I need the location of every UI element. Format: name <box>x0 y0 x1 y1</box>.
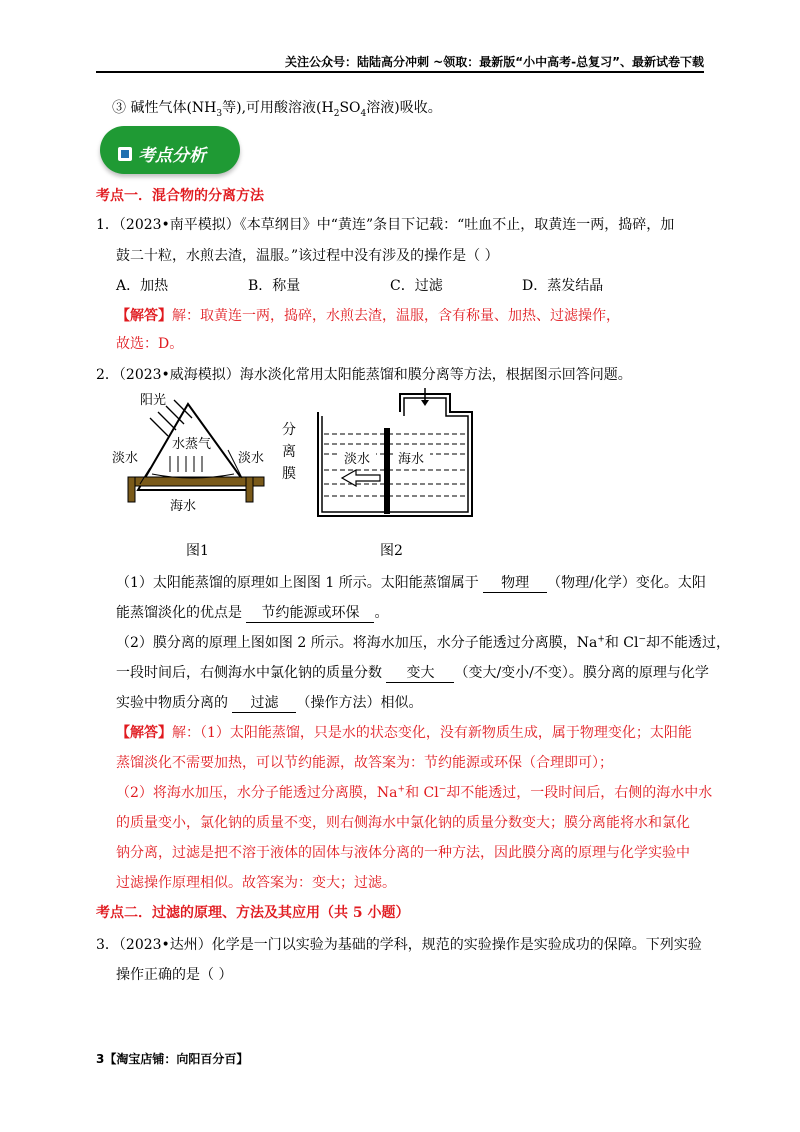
figure-2-caption: 图2 <box>380 543 403 559</box>
separation-membrane <box>384 428 390 514</box>
q3-line1: 3．（2023•达州）化学是一门以实验为基础的学科，规范的实验操作是实验成功的保障。下列实验 <box>96 937 702 953</box>
label-membrane-1: 分 <box>282 422 296 438</box>
section-title-1: 考点一．混合物的分离方法 <box>96 188 264 204</box>
label-sea-water-2: 海水 <box>398 452 425 467</box>
q2-answer-line5: 钠分离，过滤是把不溶于液体的固体与液体分离的一种方法，因此膜分离的原理与化学实验中 <box>116 845 690 861</box>
tray-leg-right <box>246 477 253 502</box>
section-badge <box>100 126 240 174</box>
figure-1-caption: 图1 <box>186 543 209 559</box>
q2-answer-line2: 蒸馏淡化不需要加热，可以节约能源，故答案为：节约能源或环保（合理即可）； <box>116 755 613 771</box>
label-sunlight: 阳光 <box>140 393 167 408</box>
tray-leg-left <box>128 477 135 502</box>
q1-line2: 鼓二十粒，水煎去渣，温服。”该过程中没有涉及的操作是（ ） <box>116 248 499 264</box>
q2-part1-line1: （1）太阳能蒸馏的原理如上图图 1 所示。太阳能蒸馏属于 物理 （物理/化学）变化。太阳 <box>116 572 706 593</box>
label-membrane-3: 膜 <box>282 466 296 482</box>
q3-line2: 操作正确的是（ ） <box>116 967 233 983</box>
page-footer: 3【淘宝店铺：向阳百分百】 <box>96 1052 249 1066</box>
blank-answer-1: 物理 <box>483 572 547 593</box>
q1-answer-line2: 故选：D。 <box>116 336 184 352</box>
label-fresh-right: 淡水 <box>238 451 265 466</box>
q2-line1: 2．（2023•威海模拟）海水淡化常用太阳能蒸馏和膜分离等方法，根据图示回答问题。 <box>96 367 632 383</box>
q2-answer-line6: 过滤操作原理相似。故答案为：变大；过滤。 <box>116 875 396 891</box>
badge-label: 考点分析 <box>138 146 206 166</box>
q1-answer-line1: 【解答】解：取黄连一两，捣碎，水煎去渣，温服，含有称量、加热、过滤操作， <box>116 308 620 324</box>
q1-option-c: C．过滤 <box>390 278 443 294</box>
section-title-2: 考点二．过滤的原理、方法及其应用（共 5 小题） <box>96 905 410 921</box>
label-fresh-water: 淡水 <box>344 452 371 467</box>
q2-answer-line4: 的质量变小，氯化钠的质量不变，则右侧海水中氯化钠的质量分数变大；膜分离能将水和氯化 <box>116 815 690 831</box>
q2-part2-line1: （2）膜分离的原理上图如图 2 所示。将海水加压，水分子能透过分离膜，Na+和 Cl−却不能透过， <box>116 634 731 651</box>
label-vapor: 水蒸气 <box>172 437 212 452</box>
label-sea-water: 海水 <box>170 499 197 514</box>
blank-answer-2: 节约能源或环保 <box>246 602 374 623</box>
blank-answer-4: 过滤 <box>232 692 296 713</box>
intro-line: ③ 碱性气体($NH_3$等),可用酸溶液($H_2SO_4$溶液)吸收。 <box>112 100 442 119</box>
label-fresh-left: 淡水 <box>112 451 139 466</box>
q2-part2-line2: 一段时间后，右侧海水中氯化钠的质量分数 变大 （变大/变小/不变）。膜分离的原理与化学 <box>116 662 709 683</box>
q1-option-a: A．加热 <box>116 278 169 294</box>
q2-part1-line2: 能蒸馏淡化的优点是 节约能源或环保 。 <box>116 602 388 623</box>
q2-part2-line3: 实验中物质分离的 过滤 （操作方法）相似。 <box>116 692 422 713</box>
label-membrane-2: 离 <box>282 444 296 460</box>
figure-1-solar-still <box>110 390 270 520</box>
page-header: 关注公众号：陆陆高分冲刺 ~领取：最新版“小中高考-总复习”、最新试卷下载 <box>285 55 704 69</box>
q1-option-d: D．蒸发结晶 <box>522 278 604 294</box>
blank-answer-3: 变大 <box>386 662 454 683</box>
vapor-arrows <box>170 456 202 472</box>
q2-answer-line1: 【解答】解：（1）太阳能蒸馏，只是水的状态变化，没有新物质生成，属于物理变化；太阳能 <box>116 725 692 741</box>
q1-line1: 1．（2023•南平模拟）《本草纲目》中“黄连”条目下记载：“吐血不止，取黄连一两，捣碎，加 <box>96 217 675 233</box>
document-icon <box>118 147 132 161</box>
q1-option-b: B．称量 <box>248 278 301 294</box>
header-divider <box>96 71 704 73</box>
q2-answer-line3: （2）将海水加压，水分子能透过分离膜，Na+和 Cl−却不能透过，一段时间后，右侧的海水中水 <box>116 784 713 801</box>
figure-2-membrane <box>280 386 480 526</box>
